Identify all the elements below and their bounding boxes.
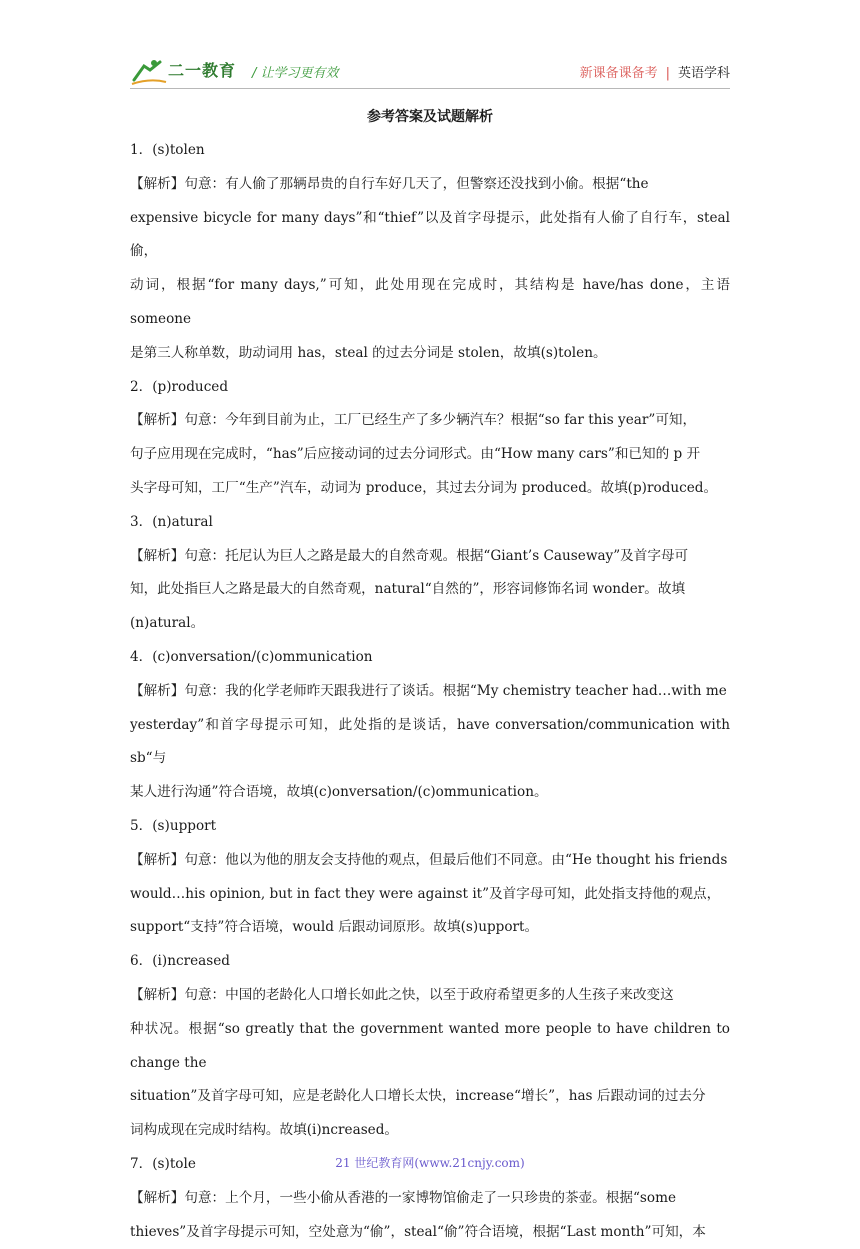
- header-divider: [130, 88, 730, 89]
- page-header: [130, 52, 730, 88]
- text-line: 某人进行沟通”符合语境，故填(c)onversation/(c)ommunication。: [130, 776, 730, 810]
- text-line: 【解析】句意：中国的老龄化人口增长如此之快，以至于政府希望更多的人生孩子来改变这: [130, 979, 730, 1013]
- text-line: 5．(s)upport: [130, 810, 730, 844]
- text-line: 种状况。根据“so greatly that the government wanted more people to have children to change the: [130, 1013, 730, 1081]
- text-line: 7．(s)tole: [130, 1148, 730, 1182]
- text-line: would…his opinion, but in fact they were against it”及首字母可知，此处指支持他的观点，: [130, 878, 730, 912]
- text-line: 【解析】句意：有人偷了那辆昂贵的自行车好几天了，但警察还没找到小偷。根据“the: [130, 168, 730, 202]
- text-line: support“支持”符合语境，would 后跟动词原形。故填(s)upport。: [130, 911, 730, 945]
- text-line: 2．(p)roduced: [130, 371, 730, 405]
- slogan: / 让学习更有效: [252, 62, 339, 81]
- text-line: 1．(s)tolen: [130, 134, 730, 168]
- header-right: [580, 62, 730, 81]
- text-line: situation”及首字母可知，应是老龄化人口增长太快，increase“增长”，has 后跟动词的过去分: [130, 1080, 730, 1114]
- text-line: thieves”及首字母提示可知，空处意为“偷”，steal“偷”符合语境，根据“Last month”可知，本: [130, 1216, 730, 1249]
- text-line: yesterday”和首字母提示可知，此处指的是谈话，have conversation/communication with sb“与: [130, 709, 730, 777]
- text-line: 句子应用现在完成时，“has”后应接动词的过去分词形式。由“How many cars”和已知的 p 开: [130, 438, 730, 472]
- text-line: 【解析】句意：今年到目前为止，工厂已经生产了多少辆汽车？根据“so far this year”可知，: [130, 404, 730, 438]
- answer-content: [130, 134, 730, 1249]
- header-separator: |: [666, 66, 670, 81]
- logo-text: 二一教育: [168, 58, 236, 81]
- text-line: 【解析】句意：我的化学老师昨天跟我进行了谈话。根据“My chemistry teacher had…with me: [130, 675, 730, 709]
- document-title: 参考答案及试题解析: [0, 106, 860, 126]
- text-line: 【解析】句意：上个月，一些小偷从香港的一家博物馆偷走了一只珍贵的茶壶。根据“some: [130, 1182, 730, 1216]
- text-line: expensive bicycle for many days”和“thief”以及首字母提示，此处指有人偷了自行车，steal 偷，: [130, 202, 730, 270]
- text-line: 6．(i)ncreased: [130, 945, 730, 979]
- text-line: 头字母可知，工厂“生产”汽车，动词为 produce，其过去分词为 produced。故填(p)roduced。: [130, 472, 730, 506]
- text-line: 3．(n)atural: [130, 506, 730, 540]
- text-line: 词构成现在完成时结构。故填(i)ncreased。: [130, 1114, 730, 1148]
- text-line: 4．(c)onversation/(c)ommunication: [130, 641, 730, 675]
- text-line: 动词，根据“for many days,”可知，此处用现在完成时，其结构是 have/has done，主语 someone: [130, 269, 730, 337]
- text-line: 知，此处指巨人之路是最大的自然奇观，natural“自然的”，形容词修饰名词 wonder。故填: [130, 573, 730, 607]
- header-course-label: 新课备课备考: [580, 66, 658, 81]
- text-line: (n)atural。: [130, 607, 730, 641]
- text-line: 【解析】句意：他以为他的朋友会支持他的观点，但最后他们不同意。由“He thought his friends: [130, 844, 730, 878]
- page-footer[interactable]: 21 世纪教育网(www.21cnjy.com): [0, 1154, 860, 1171]
- text-line: 是第三人称单数，助动词用 has，steal 的过去分词是 stolen，故填(s)tolen。: [130, 337, 730, 371]
- header-subject-label: 英语学科: [678, 66, 730, 81]
- text-line: 【解析】句意：托尼认为巨人之路是最大的自然奇观。根据“Giant’s Causeway”及首字母可: [130, 540, 730, 574]
